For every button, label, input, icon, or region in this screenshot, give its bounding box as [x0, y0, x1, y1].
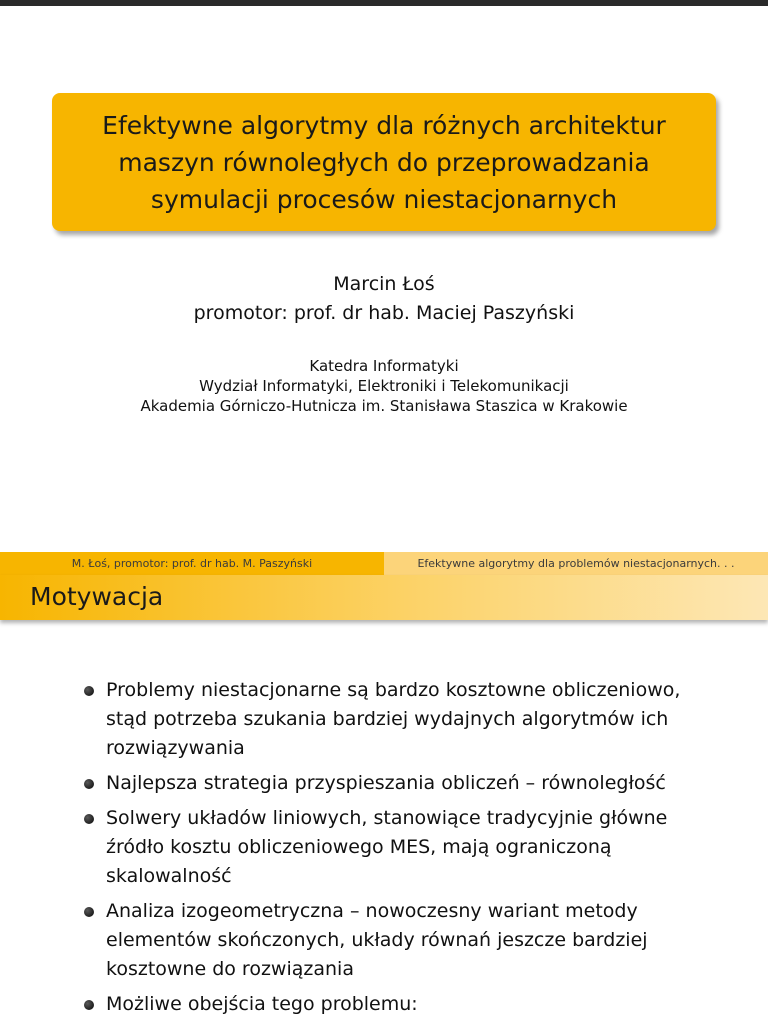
- bullet-item: [84, 804, 724, 891]
- bullet-text: rozwiązywania: [106, 737, 245, 759]
- supervisor-name: promotor: prof. dr hab. Maciej Paszyński: [193, 302, 575, 324]
- bullet-text: źródło kosztu obliczeniowego MES, mają ograniczoną: [106, 836, 612, 858]
- footer-bar: [0, 552, 768, 575]
- footer-author: M. Łoś, promotor: prof. dr hab. M. Paszyński: [0, 552, 384, 575]
- bullet-text: kosztowne do rozwiązania: [106, 958, 354, 980]
- slide-top-border: [0, 0, 768, 6]
- bullet-item: [84, 990, 724, 1019]
- bullet-icon: [84, 779, 94, 789]
- bullet-text: Analiza izogeometryczna – nowoczesny wariant metody: [106, 900, 638, 922]
- title-box: [52, 93, 716, 231]
- bullet-icon: [84, 686, 94, 696]
- institute-line: Wydział Informatyki, Elektroniki i Telekomunikacji: [199, 377, 569, 395]
- footer-short-title: Efektywne algorytmy dla problemów niestacjonarnych. . .: [384, 552, 768, 575]
- bullet-item: [84, 897, 724, 984]
- bullet-text: Możliwe obejścia tego problemu:: [106, 993, 418, 1015]
- author-name: Marcin Łoś: [333, 273, 435, 295]
- bullet-item: [84, 676, 724, 763]
- institute-block: [0, 356, 768, 416]
- title-line: maszyn równoległych do przeprowadzania: [118, 147, 650, 177]
- author-block: [0, 270, 768, 328]
- bullet-item: [84, 769, 724, 798]
- institute-line: Akademia Górniczo-Hutnicza im. Stanisława Staszica w Krakowie: [140, 397, 628, 415]
- frame-title: Motywacja: [30, 582, 164, 611]
- bullet-icon: [84, 814, 94, 824]
- title-line: symulacji procesów niestacjonarnych: [150, 184, 618, 214]
- bullet-text: elementów skończonych, układy równań jeszcze bardziej: [106, 929, 648, 951]
- bullet-text: Solwery układów liniowych, stanowiące tradycyjnie główne: [106, 807, 668, 829]
- frame-title-bar: [0, 575, 768, 620]
- bullet-text: Problemy niestacjonarne są bardzo kosztowne obliczeniowo,: [106, 679, 681, 701]
- bullet-text: Najlepsza strategia przyspieszania obliczeń – równoległość: [106, 772, 666, 794]
- bullet-text: skalowalność: [106, 865, 232, 887]
- bullet-icon: [84, 907, 94, 917]
- bullet-icon: [84, 1000, 94, 1010]
- institute-line: Katedra Informatyki: [309, 357, 459, 375]
- bullet-list: [84, 676, 724, 1025]
- title-line: Efektywne algorytmy dla różnych architektur: [102, 110, 666, 140]
- bullet-text: stąd potrzeba szukania bardziej wydajnych algorytmów ich: [106, 708, 669, 730]
